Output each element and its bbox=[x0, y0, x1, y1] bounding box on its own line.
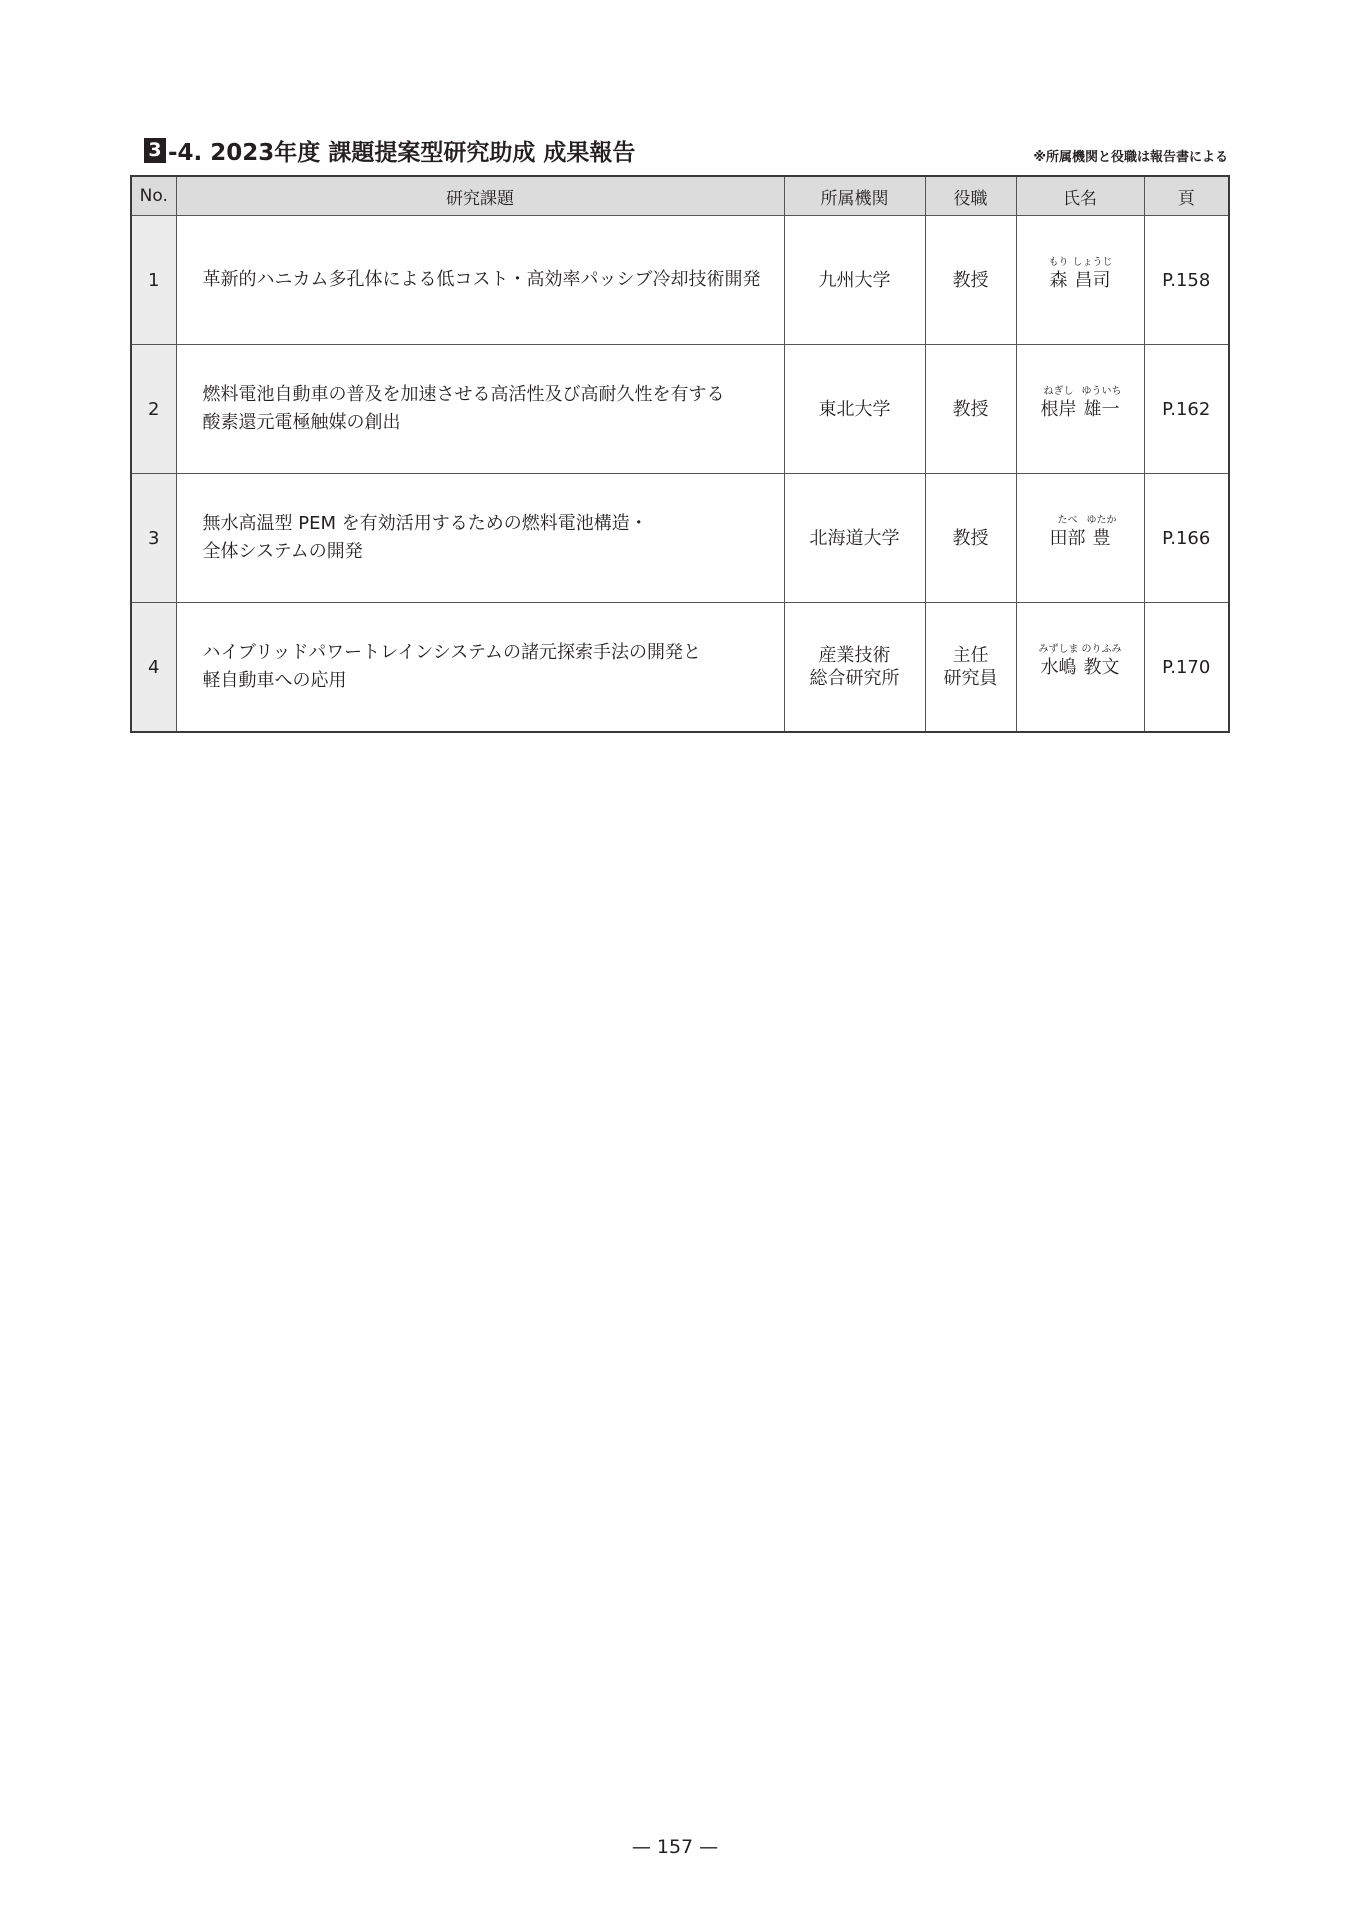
research-title-line: 全体システムの開発 bbox=[202, 541, 363, 562]
position bbox=[925, 474, 1016, 603]
section-title: -4. 2023年度 課題提案型研究助成 成果報告 bbox=[168, 139, 636, 166]
position-line: 研究員 bbox=[943, 668, 998, 689]
family-name bbox=[1049, 514, 1086, 550]
section-heading bbox=[144, 136, 635, 164]
given-name-text: 昌司 bbox=[1074, 269, 1111, 291]
given-name-text: 豊 bbox=[1092, 527, 1111, 549]
position-line: 教授 bbox=[952, 269, 989, 291]
given-name-reading: のりふみ bbox=[1081, 643, 1122, 655]
research-title bbox=[176, 216, 784, 345]
row-number: 2 bbox=[131, 345, 176, 474]
page-reference: P.170 bbox=[1144, 603, 1229, 733]
affiliation bbox=[784, 474, 925, 603]
research-title-line: 軽自動車への応用 bbox=[202, 670, 347, 691]
family-name-reading: みずしま bbox=[1038, 643, 1079, 655]
given-name-reading: しょうじ bbox=[1072, 256, 1113, 268]
given-name bbox=[1081, 643, 1122, 679]
research-title bbox=[176, 603, 784, 733]
position-line: 教授 bbox=[952, 398, 989, 420]
table-row bbox=[131, 216, 1229, 345]
page-reference: P.158 bbox=[1144, 216, 1229, 345]
family-name bbox=[1038, 643, 1079, 679]
header-no: No. bbox=[131, 176, 176, 216]
position bbox=[925, 603, 1016, 733]
research-title-line: 酸素還元電極触媒の創出 bbox=[202, 412, 401, 433]
family-name-text: 森 bbox=[1049, 269, 1068, 291]
researcher-name bbox=[1016, 474, 1144, 603]
given-name-text: 雄一 bbox=[1083, 398, 1120, 420]
row-number: 3 bbox=[131, 474, 176, 603]
given-name bbox=[1086, 514, 1117, 550]
table-row bbox=[131, 345, 1229, 474]
given-name bbox=[1081, 385, 1122, 421]
table-header-row bbox=[131, 176, 1229, 216]
affiliation-line: 総合研究所 bbox=[809, 668, 900, 689]
header-name: 氏名 bbox=[1016, 176, 1144, 216]
affiliation bbox=[784, 603, 925, 733]
given-name-reading: ゆういち bbox=[1081, 385, 1122, 397]
position-line: 教授 bbox=[952, 527, 989, 549]
position bbox=[925, 216, 1016, 345]
header-page: 頁 bbox=[1144, 176, 1229, 216]
family-name-reading: ねぎし bbox=[1043, 385, 1074, 397]
given-name-text: 教文 bbox=[1083, 656, 1120, 678]
family-name-text: 田部 bbox=[1049, 527, 1086, 549]
family-name-text: 水嶋 bbox=[1040, 656, 1077, 678]
affiliation bbox=[784, 216, 925, 345]
family-name-reading: たべ bbox=[1057, 514, 1078, 526]
results-table bbox=[130, 175, 1230, 733]
position-line: 主任 bbox=[952, 645, 989, 666]
research-title bbox=[176, 474, 784, 603]
affiliation-line: 東北大学 bbox=[818, 398, 891, 420]
research-title-line: 無水高温型 PEM を有効活用するための燃料電池構造・ bbox=[202, 513, 648, 534]
header-title: 研究課題 bbox=[176, 176, 784, 216]
header-position: 役職 bbox=[925, 176, 1016, 216]
affiliation-line: 九州大学 bbox=[818, 269, 891, 291]
given-name bbox=[1072, 256, 1113, 292]
row-number: 4 bbox=[131, 603, 176, 733]
family-name bbox=[1040, 385, 1077, 421]
affiliation-line: 北海道大学 bbox=[809, 527, 900, 549]
header-affiliation: 所属機関 bbox=[784, 176, 925, 216]
family-name-reading: もり bbox=[1048, 256, 1069, 268]
page-reference: P.162 bbox=[1144, 345, 1229, 474]
research-title bbox=[176, 345, 784, 474]
research-title-line: 燃料電池自動車の普及を加速させる高活性及び高耐久性を有する bbox=[202, 384, 725, 405]
researcher-name bbox=[1016, 603, 1144, 733]
table-row bbox=[131, 474, 1229, 603]
table-note: ※所属機関と役職は報告書による bbox=[1033, 150, 1228, 165]
position bbox=[925, 345, 1016, 474]
research-title-line: 革新的ハニカム多孔体による低コスト・高効率パッシブ冷却技術開発 bbox=[202, 269, 761, 290]
researcher-name bbox=[1016, 345, 1144, 474]
research-title-line: ハイブリッドパワートレインシステムの諸元探索手法の開発と bbox=[202, 642, 702, 663]
family-name-text: 根岸 bbox=[1040, 398, 1077, 420]
given-name-reading: ゆたか bbox=[1086, 514, 1117, 526]
page-number: — 157 — bbox=[631, 1836, 719, 1858]
section-number-badge: 3 bbox=[144, 138, 166, 163]
family-name bbox=[1048, 256, 1069, 292]
affiliation-line: 産業技術 bbox=[818, 645, 891, 666]
researcher-name bbox=[1016, 216, 1144, 345]
affiliation bbox=[784, 345, 925, 474]
table-row bbox=[131, 603, 1229, 733]
row-number: 1 bbox=[131, 216, 176, 345]
page-reference: P.166 bbox=[1144, 474, 1229, 603]
